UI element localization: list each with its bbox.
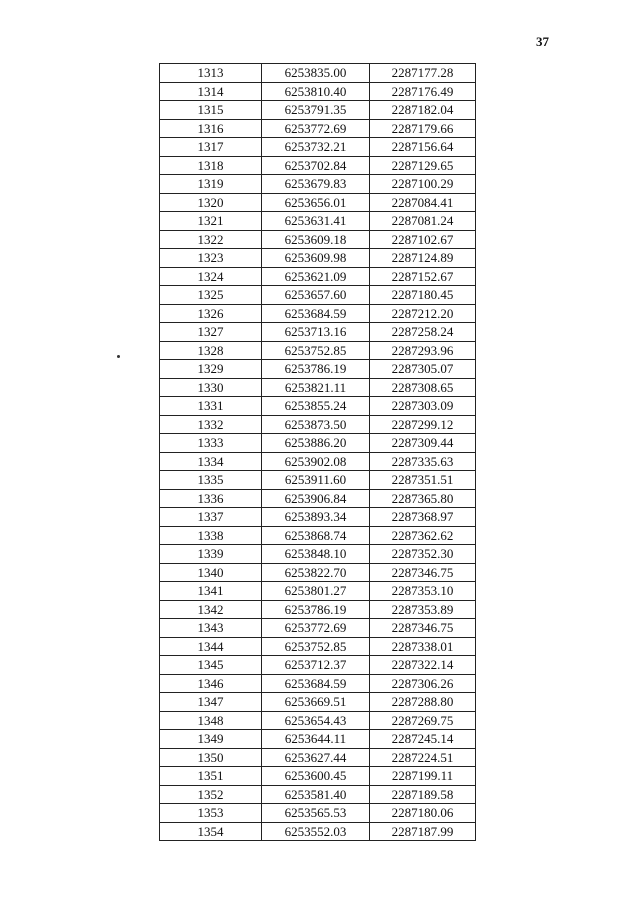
point-number-cell: 1327	[160, 323, 262, 342]
point-number-cell: 1335	[160, 471, 262, 490]
y-coordinate-cell: 2287309.44	[370, 434, 476, 453]
point-number-cell: 1343	[160, 619, 262, 638]
x-coordinate-cell: 6253669.51	[262, 693, 370, 712]
coordinates-table	[159, 63, 476, 841]
table-row	[160, 341, 476, 360]
table-row	[160, 415, 476, 434]
x-coordinate-cell: 6253893.34	[262, 508, 370, 527]
point-number-cell: 1334	[160, 452, 262, 471]
point-number-cell: 1317	[160, 138, 262, 157]
x-coordinate-cell: 6253702.84	[262, 156, 370, 175]
table-row	[160, 748, 476, 767]
table-row	[160, 249, 476, 268]
x-coordinate-cell: 6253772.69	[262, 119, 370, 138]
table-row	[160, 267, 476, 286]
y-coordinate-cell: 2287353.10	[370, 582, 476, 601]
y-coordinate-cell: 2287365.80	[370, 489, 476, 508]
x-coordinate-cell: 6253902.08	[262, 452, 370, 471]
point-number-cell: 1324	[160, 267, 262, 286]
y-coordinate-cell: 2287084.41	[370, 193, 476, 212]
y-coordinate-cell: 2287182.04	[370, 101, 476, 120]
point-number-cell: 1344	[160, 637, 262, 656]
point-number-cell: 1318	[160, 156, 262, 175]
point-number-cell: 1333	[160, 434, 262, 453]
y-coordinate-cell: 2287368.97	[370, 508, 476, 527]
y-coordinate-cell: 2287306.26	[370, 674, 476, 693]
y-coordinate-cell: 2287100.29	[370, 175, 476, 194]
point-number-cell: 1332	[160, 415, 262, 434]
table-row	[160, 711, 476, 730]
point-number-cell: 1325	[160, 286, 262, 305]
y-coordinate-cell: 2287288.80	[370, 693, 476, 712]
table-row	[160, 582, 476, 601]
point-number-cell: 1328	[160, 341, 262, 360]
table-row	[160, 674, 476, 693]
table-row	[160, 489, 476, 508]
point-number-cell: 1316	[160, 119, 262, 138]
y-coordinate-cell: 2287102.67	[370, 230, 476, 249]
table-row	[160, 563, 476, 582]
point-number-cell: 1321	[160, 212, 262, 231]
point-number-cell: 1353	[160, 804, 262, 823]
point-number-cell: 1330	[160, 378, 262, 397]
y-coordinate-cell: 2287152.67	[370, 267, 476, 286]
x-coordinate-cell: 6253906.84	[262, 489, 370, 508]
table-row	[160, 212, 476, 231]
x-coordinate-cell: 6253712.37	[262, 656, 370, 675]
y-coordinate-cell: 2287351.51	[370, 471, 476, 490]
x-coordinate-cell: 6253631.41	[262, 212, 370, 231]
point-number-cell: 1354	[160, 822, 262, 841]
y-coordinate-cell: 2287308.65	[370, 378, 476, 397]
point-number-cell: 1337	[160, 508, 262, 527]
x-coordinate-cell: 6253855.24	[262, 397, 370, 416]
y-coordinate-cell: 2287335.63	[370, 452, 476, 471]
y-coordinate-cell: 2287338.01	[370, 637, 476, 656]
x-coordinate-cell: 6253679.83	[262, 175, 370, 194]
table-row	[160, 175, 476, 194]
coordinates-table-body	[160, 64, 476, 841]
table-row	[160, 656, 476, 675]
y-coordinate-cell: 2287362.62	[370, 526, 476, 545]
point-number-cell: 1348	[160, 711, 262, 730]
point-number-cell: 1351	[160, 767, 262, 786]
y-coordinate-cell: 2287322.14	[370, 656, 476, 675]
x-coordinate-cell: 6253801.27	[262, 582, 370, 601]
table-row	[160, 156, 476, 175]
x-coordinate-cell: 6253644.11	[262, 730, 370, 749]
table-row	[160, 138, 476, 157]
x-coordinate-cell: 6253886.20	[262, 434, 370, 453]
x-coordinate-cell: 6253581.40	[262, 785, 370, 804]
x-coordinate-cell: 6253609.18	[262, 230, 370, 249]
table-row	[160, 637, 476, 656]
x-coordinate-cell: 6253791.35	[262, 101, 370, 120]
y-coordinate-cell: 2287212.20	[370, 304, 476, 323]
scan-speck	[117, 355, 120, 358]
table-row	[160, 230, 476, 249]
point-number-cell: 1342	[160, 600, 262, 619]
table-row	[160, 785, 476, 804]
y-coordinate-cell: 2287124.89	[370, 249, 476, 268]
x-coordinate-cell: 6253752.85	[262, 341, 370, 360]
point-number-cell: 1341	[160, 582, 262, 601]
y-coordinate-cell: 2287129.65	[370, 156, 476, 175]
page-number: 37	[536, 34, 549, 49]
table-row	[160, 730, 476, 749]
x-coordinate-cell: 6253810.40	[262, 82, 370, 101]
x-coordinate-cell: 6253772.69	[262, 619, 370, 638]
x-coordinate-cell: 6253627.44	[262, 748, 370, 767]
table-row	[160, 378, 476, 397]
y-coordinate-cell: 2287293.96	[370, 341, 476, 360]
x-coordinate-cell: 6253552.03	[262, 822, 370, 841]
table-row	[160, 323, 476, 342]
table-row	[160, 304, 476, 323]
point-number-cell: 1347	[160, 693, 262, 712]
table-row	[160, 119, 476, 138]
point-number-cell: 1323	[160, 249, 262, 268]
point-number-cell: 1346	[160, 674, 262, 693]
x-coordinate-cell: 6253657.60	[262, 286, 370, 305]
y-coordinate-cell: 2287187.99	[370, 822, 476, 841]
table-row	[160, 101, 476, 120]
x-coordinate-cell: 6253609.98	[262, 249, 370, 268]
x-coordinate-cell: 6253911.60	[262, 471, 370, 490]
table-row	[160, 619, 476, 638]
point-number-cell: 1350	[160, 748, 262, 767]
table-row	[160, 452, 476, 471]
x-coordinate-cell: 6253732.21	[262, 138, 370, 157]
table-row	[160, 397, 476, 416]
x-coordinate-cell: 6253786.19	[262, 600, 370, 619]
x-coordinate-cell: 6253621.09	[262, 267, 370, 286]
table-row	[160, 360, 476, 379]
x-coordinate-cell: 6253786.19	[262, 360, 370, 379]
y-coordinate-cell: 2287189.58	[370, 785, 476, 804]
y-coordinate-cell: 2287177.28	[370, 64, 476, 83]
y-coordinate-cell: 2287258.24	[370, 323, 476, 342]
y-coordinate-cell: 2287180.45	[370, 286, 476, 305]
point-number-cell: 1349	[160, 730, 262, 749]
y-coordinate-cell: 2287346.75	[370, 619, 476, 638]
point-number-cell: 1326	[160, 304, 262, 323]
x-coordinate-cell: 6253848.10	[262, 545, 370, 564]
y-coordinate-cell: 2287081.24	[370, 212, 476, 231]
table-row	[160, 600, 476, 619]
x-coordinate-cell: 6253656.01	[262, 193, 370, 212]
y-coordinate-cell: 2287269.75	[370, 711, 476, 730]
y-coordinate-cell: 2287199.11	[370, 767, 476, 786]
x-coordinate-cell: 6253654.43	[262, 711, 370, 730]
table-row	[160, 82, 476, 101]
y-coordinate-cell: 2287180.06	[370, 804, 476, 823]
y-coordinate-cell: 2287353.89	[370, 600, 476, 619]
point-number-cell: 1338	[160, 526, 262, 545]
y-coordinate-cell: 2287179.66	[370, 119, 476, 138]
y-coordinate-cell: 2287156.64	[370, 138, 476, 157]
table-row	[160, 693, 476, 712]
x-coordinate-cell: 6253835.00	[262, 64, 370, 83]
y-coordinate-cell: 2287176.49	[370, 82, 476, 101]
x-coordinate-cell: 6253684.59	[262, 674, 370, 693]
x-coordinate-cell: 6253873.50	[262, 415, 370, 434]
point-number-cell: 1313	[160, 64, 262, 83]
y-coordinate-cell: 2287245.14	[370, 730, 476, 749]
point-number-cell: 1336	[160, 489, 262, 508]
table-row	[160, 526, 476, 545]
x-coordinate-cell: 6253713.16	[262, 323, 370, 342]
point-number-cell: 1331	[160, 397, 262, 416]
y-coordinate-cell: 2287346.75	[370, 563, 476, 582]
y-coordinate-cell: 2287303.09	[370, 397, 476, 416]
x-coordinate-cell: 6253868.74	[262, 526, 370, 545]
y-coordinate-cell: 2287352.30	[370, 545, 476, 564]
point-number-cell: 1339	[160, 545, 262, 564]
point-number-cell: 1340	[160, 563, 262, 582]
x-coordinate-cell: 6253684.59	[262, 304, 370, 323]
point-number-cell: 1315	[160, 101, 262, 120]
table-row	[160, 767, 476, 786]
table-row	[160, 508, 476, 527]
table-row	[160, 64, 476, 83]
x-coordinate-cell: 6253821.11	[262, 378, 370, 397]
x-coordinate-cell: 6253822.70	[262, 563, 370, 582]
point-number-cell: 1314	[160, 82, 262, 101]
point-number-cell: 1319	[160, 175, 262, 194]
point-number-cell: 1352	[160, 785, 262, 804]
table-row	[160, 286, 476, 305]
table-row	[160, 193, 476, 212]
y-coordinate-cell: 2287224.51	[370, 748, 476, 767]
point-number-cell: 1345	[160, 656, 262, 675]
point-number-cell: 1322	[160, 230, 262, 249]
table-row	[160, 471, 476, 490]
table-row	[160, 545, 476, 564]
x-coordinate-cell: 6253565.53	[262, 804, 370, 823]
y-coordinate-cell: 2287305.07	[370, 360, 476, 379]
x-coordinate-cell: 6253752.85	[262, 637, 370, 656]
table-row	[160, 434, 476, 453]
y-coordinate-cell: 2287299.12	[370, 415, 476, 434]
point-number-cell: 1329	[160, 360, 262, 379]
table-row	[160, 804, 476, 823]
point-number-cell: 1320	[160, 193, 262, 212]
x-coordinate-cell: 6253600.45	[262, 767, 370, 786]
table-row	[160, 822, 476, 841]
